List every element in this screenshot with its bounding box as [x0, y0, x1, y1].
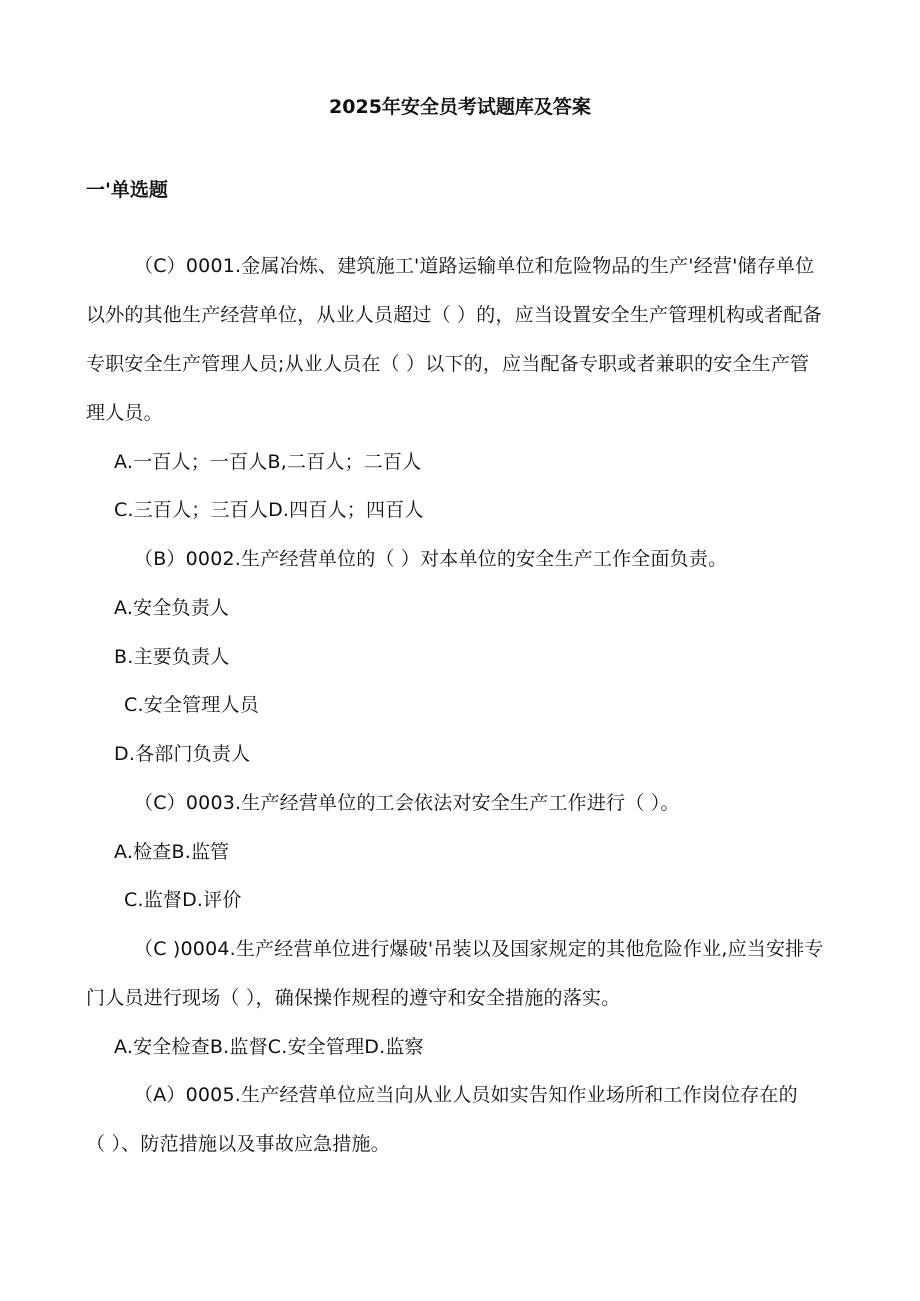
- document-title: 2025年安全员考试题库及答案: [329, 96, 591, 118]
- question-0005-line-1: （A）0005.生产经营单位应当向从业人员如实告知作业场所和工作岗位存在的: [134, 1084, 798, 1106]
- question-0004-option-1: A.安全检查B.监督C.安全管理D.监察: [114, 1036, 424, 1058]
- question-0002-option-b: B.主要负责人: [114, 646, 230, 668]
- question-0002-option-d: D.各部门负责人: [114, 743, 251, 765]
- question-0003-option-1: A.检查B.监管: [114, 841, 230, 863]
- question-0001-option-2: C.三百人；三百人D.四百人；四百人: [114, 499, 424, 521]
- question-0004-line-1: （C )0004.生产经营单位进行爆破'吊装以及国家规定的其他危险作业,应当安排专: [134, 938, 824, 960]
- question-0001-option-1: A.一百人；一百人B,二百人；二百人: [114, 451, 422, 473]
- question-0001-line-4: 理人员。: [86, 402, 163, 424]
- question-0003-option-2: C.监督D.评价: [124, 889, 242, 911]
- question-0001-line-2: 以外的其他生产经营单位，从业人员超过（ ）的，应当设置安全生产管理机构或者配备: [86, 304, 822, 326]
- question-0002-option-a: A.安全负责人: [114, 597, 230, 619]
- question-0003-line-1: （C）0003.生产经营单位的工会依法对安全生产工作进行（ ）。: [134, 792, 680, 814]
- section-heading: 一'单选题: [86, 179, 168, 201]
- question-0002-line-1: （B）0002.生产经营单位的（ ）对本单位的安全生产工作全面负责。: [134, 548, 728, 570]
- question-0004-line-2: 门人员进行现场（ ），确保操作规程的遵守和安全措施的落实。: [86, 987, 621, 1009]
- question-0002-option-c: C.安全管理人员: [124, 694, 259, 716]
- question-0001-line-3: 专职安全生产管理人员;从业人员在（ ）以下的，应当配备专职或者兼职的安全生产管: [86, 353, 810, 375]
- question-0001-line-1: （C）0001.金属冶炼、建筑施工'道路运输单位和危险物品的生产'经营'储存单位: [134, 255, 815, 277]
- question-0005-line-2: （ ）、防范措施以及事故应急措施。: [86, 1133, 390, 1155]
